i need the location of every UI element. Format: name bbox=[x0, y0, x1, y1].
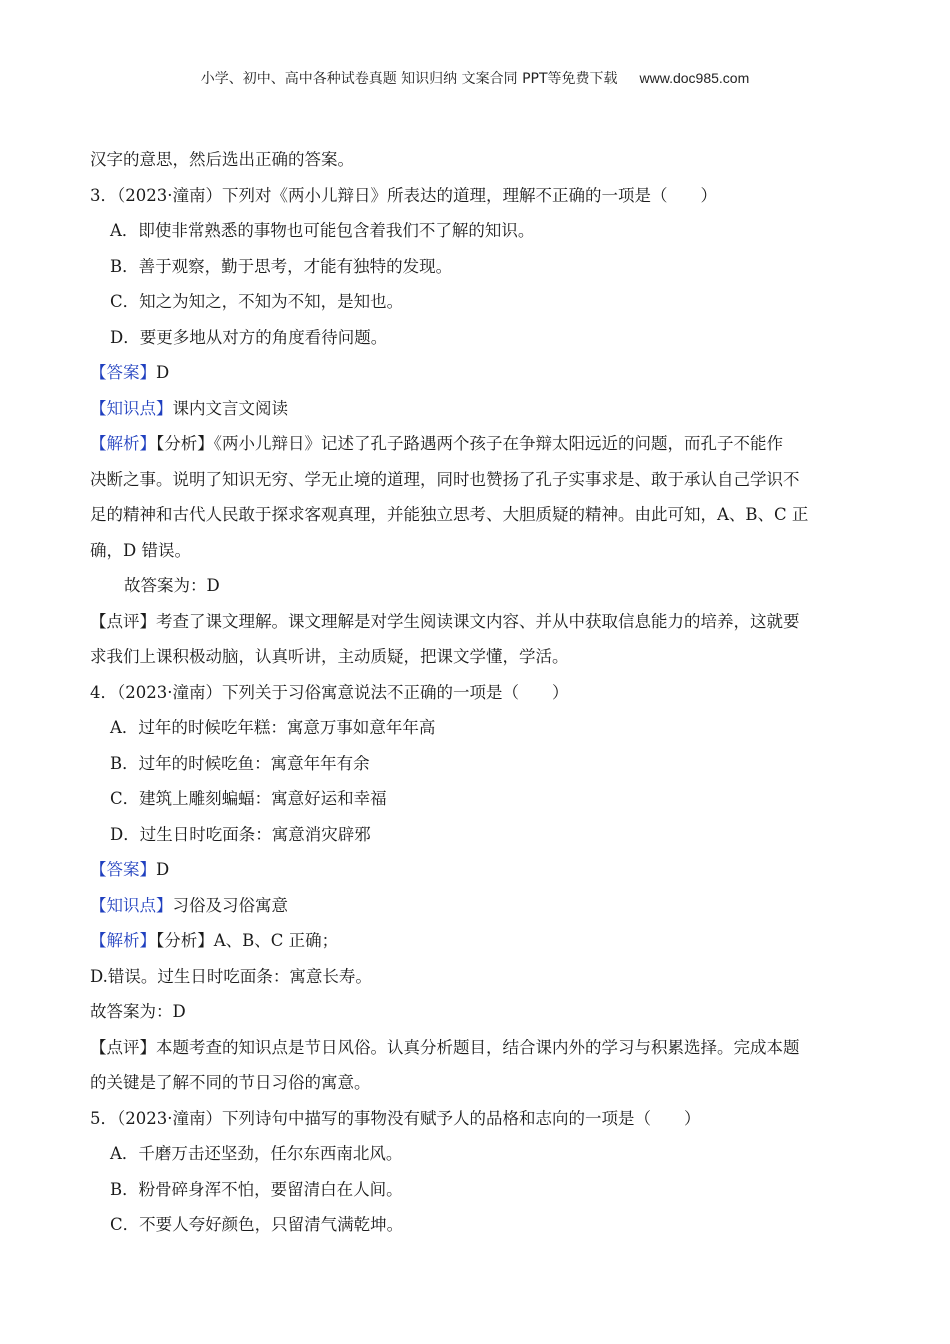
header-site: www.doc985.com bbox=[639, 70, 750, 86]
analysis-tag: 【解析】 bbox=[90, 434, 156, 453]
conclusion-line: 故答案为：D bbox=[90, 1002, 186, 1021]
question-stem: 5．（2023·潼南）下列诗句中描写的事物没有赋予人的品格和志向的一项是（ ） bbox=[90, 1108, 701, 1128]
answer-value: D bbox=[156, 363, 170, 382]
knowledge-point-value: 习俗及习俗寓意 bbox=[172, 895, 288, 915]
comment-line: 求我们上课积极动脑，认真听讲，主动质疑，把课文学懂，学活。 bbox=[90, 647, 569, 666]
option-d: D．要更多地从对方的角度看待问题。 bbox=[110, 327, 388, 347]
analysis-text: 确，D 错误。 bbox=[90, 540, 191, 560]
analysis-text: D.错误。过生日时吃面条：寓意长寿。 bbox=[90, 966, 372, 986]
comment-line: 【点评】考查了课文理解。课文理解是对学生阅读课文内容、并从中获取信息能力的培养，这就要 bbox=[90, 611, 800, 631]
question-5 bbox=[90, 1101, 852, 1243]
question-3 bbox=[90, 178, 852, 675]
analysis-text: 【分析】《两小儿辩日》记述了孔子路遇两个孩子在争辩太阳远近的问题，而孔子不能作 bbox=[156, 434, 783, 453]
analysis-line bbox=[90, 923, 852, 959]
header-text: 小学、初中、高中各种试卷真题 知识归纳 文案合同 PPT等免费下载 bbox=[200, 71, 618, 87]
knowledge-point-tag: 【知识点】 bbox=[90, 398, 173, 418]
answer-line bbox=[90, 852, 852, 888]
option-a: A．过年的时候吃年糕：寓意万事如意年年高 bbox=[110, 718, 436, 737]
question-stem: 4．（2023·潼南）下列关于习俗寓意说法不正确的一项是（ ） bbox=[90, 682, 569, 702]
option-c: C．建筑上雕刻蝙蝠：寓意好运和幸福 bbox=[110, 789, 387, 808]
option-a: A．千磨万击还坚劲，任尔东西南北风。 bbox=[110, 1144, 403, 1163]
analysis-line bbox=[90, 426, 852, 462]
option-c: C．知之为知之，不知为不知，是知也。 bbox=[110, 292, 404, 311]
comment-line: 【点评】本题考查的知识点是节日风俗。认真分析题目，结合课内外的学习与积累选择。完成本题 bbox=[90, 1037, 800, 1057]
knowledge-point-tag: 【知识点】 bbox=[90, 895, 173, 915]
answer-value: D bbox=[156, 860, 170, 879]
option-b: B．过年的时候吃鱼：寓意年年有余 bbox=[110, 753, 370, 773]
analysis-text: 足的精神和古代人民敢于探求客观真理，并能独立思考、大胆质疑的精神。由此可知，A、B、C 正 bbox=[90, 505, 809, 524]
analysis-text: 【分析】A、B、C 正确； bbox=[156, 931, 339, 950]
option-b: B．粉骨碎身浑不怕，要留清白在人间。 bbox=[110, 1179, 403, 1199]
answer-tag: 【答案】 bbox=[90, 363, 156, 382]
option-c: C．不要人夸好颜色，只留清气满乾坤。 bbox=[110, 1215, 404, 1234]
analysis-tag: 【解析】 bbox=[90, 931, 156, 950]
knowledge-point-line bbox=[90, 391, 852, 427]
answer-line bbox=[90, 355, 852, 391]
intro-line: 汉字的意思，然后选出正确的答案。 bbox=[90, 150, 354, 169]
knowledge-point-value: 课内文言文阅读 bbox=[172, 398, 288, 418]
comment-line: 的关键是了解不同的节日习俗的寓意。 bbox=[90, 1073, 371, 1092]
conclusion-line: 故答案为：D bbox=[124, 576, 220, 595]
option-a: A．即使非常熟悉的事物也可能包含着我们不了解的知识。 bbox=[110, 221, 535, 240]
option-b: B．善于观察，勤于思考，才能有独特的发现。 bbox=[110, 256, 453, 276]
analysis-text: 决断之事。说明了知识无穷、学无止境的道理，同时也赞扬了孔子实事求是、敢于承认自己学识不 bbox=[90, 469, 800, 489]
knowledge-point-line bbox=[90, 888, 852, 924]
answer-tag: 【答案】 bbox=[90, 860, 156, 879]
option-d: D．过生日时吃面条：寓意消灾辟邪 bbox=[110, 824, 371, 844]
document-body bbox=[90, 142, 852, 1243]
question-4 bbox=[90, 675, 852, 1101]
question-stem: 3．（2023·潼南）下列对《两小儿辩日》所表达的道理，理解不正确的一项是（ ） bbox=[90, 185, 717, 205]
page-header bbox=[0, 68, 950, 88]
